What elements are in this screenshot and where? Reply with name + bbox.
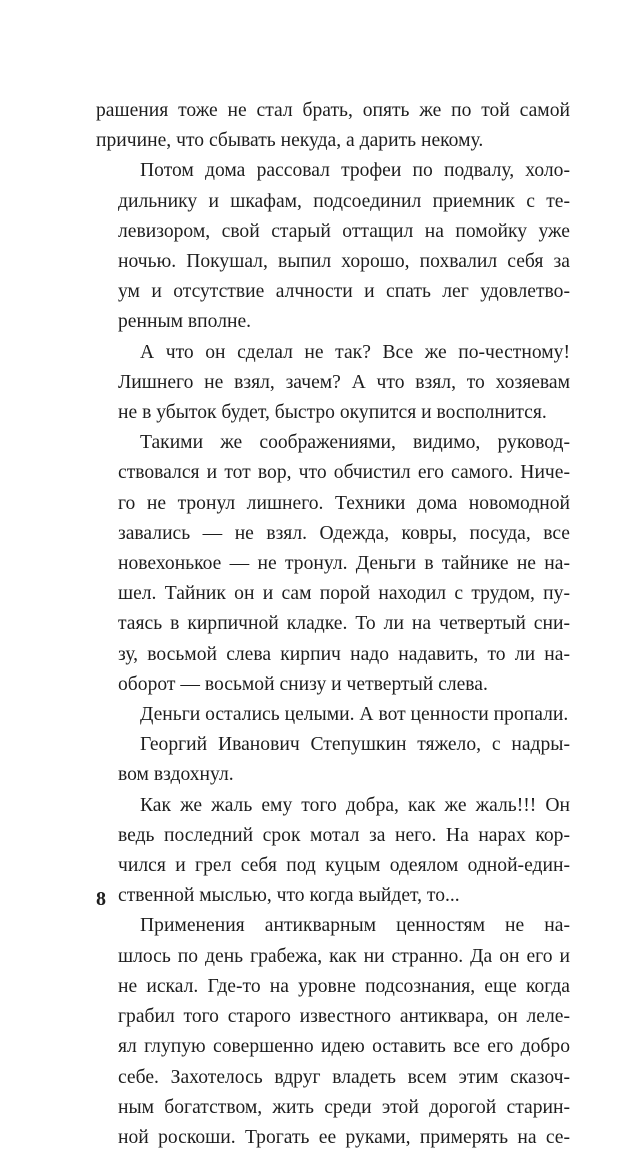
text-line: себе. Захотелось вдруг владеть всем этим сказоч- <box>118 1066 570 1088</box>
text-line: Деньги остались целыми. А вот ценности пропали. <box>140 704 569 726</box>
text-line: таясь в кирпичной кладке. То ли на четвертый сни- <box>118 613 570 635</box>
text-line: Потом дома рассовал трофеи по подвалу, холо- <box>140 160 570 182</box>
text-line: дильнику и шкафам, подсоединил приемник с те- <box>118 190 570 212</box>
paragraph <box>96 428 570 700</box>
text-line: Такими же соображениями, видимо, руковод- <box>140 432 570 454</box>
page-number: 8 <box>96 888 106 910</box>
text-line: ял глупую совершенно идею оставить все его добро <box>118 1036 570 1058</box>
text-line: шел. Тайник он и сам порой находил с трудом, пу- <box>118 583 570 605</box>
paragraph <box>96 730 570 790</box>
text-line: причине, что сбывать некуда, а дарить некому. <box>96 130 484 152</box>
text-line: ренным вполне. <box>118 311 252 333</box>
paragraph <box>96 338 570 429</box>
text-line: вом вздохнул. <box>118 764 234 786</box>
text-line: рашения тоже не стал брать, опять же по той самой <box>96 100 570 121</box>
text-line: А что он сделал не так? Все же по-честному! <box>140 341 570 363</box>
text-line: Лишнего не взял, зачем? А что взял, то хозяевам <box>118 371 570 393</box>
text-line: зу, восьмой слева кирпич надо надавить, то ли на- <box>118 643 570 665</box>
text-line: Применения антикварным ценностям не на- <box>140 915 570 937</box>
text-line: ведь последний срок мотал за него. На нарах кор- <box>118 824 570 846</box>
text-line: ночью. Покушал, выпил хорошо, похвалил себя за <box>118 251 570 273</box>
text-line: не в убыток будет, быстро окупится и восполнится. <box>118 402 547 424</box>
text-line: ум и отсутствие алчности и спать лег удовлетво- <box>118 281 570 303</box>
text-line: грабил того старого известного антиквара, он леле- <box>118 1006 570 1028</box>
page-body <box>96 96 570 1153</box>
text-line: завались — не взял. Одежда, ковры, посуда, все <box>118 522 570 544</box>
text-line: ственной мыслью, что когда выйдет, то... <box>118 885 460 907</box>
text-line: левизором, свой старый оттащил на помойку уже <box>118 220 570 242</box>
text-line: Георгий Иванович Степушкин тяжело, с надры- <box>140 734 570 756</box>
text-line: шлось по день грабежа, как ни странно. Да он его и <box>118 945 570 967</box>
text-line: Как же жаль ему того добра, как же жаль!!! Он <box>140 794 570 816</box>
text-line: ной роскоши. Трогать ее руками, примерять на се- <box>118 1126 570 1148</box>
text-line: го не тронул лишнего. Техники дома новомодной <box>118 492 570 514</box>
text-line: ным богатством, жить среди этой дорогой старин- <box>118 1096 570 1118</box>
text-line: оборот — восьмой снизу и четвертый слева. <box>118 673 488 695</box>
paragraph <box>96 700 570 730</box>
text-line: чился и грел себя под куцым одеялом одной-един- <box>118 855 570 877</box>
paragraph <box>96 791 570 912</box>
text-line: ствовался и тот вор, что обчистил его самого. Ниче- <box>118 462 570 484</box>
text-line: новехонькое — не тронул. Деньги в тайнике не на- <box>118 553 570 575</box>
paragraph <box>96 156 570 337</box>
paragraph <box>96 96 570 156</box>
paragraph <box>96 911 570 1153</box>
text-line: не искал. Где-то на уровне подсознания, еще когда <box>118 975 570 997</box>
